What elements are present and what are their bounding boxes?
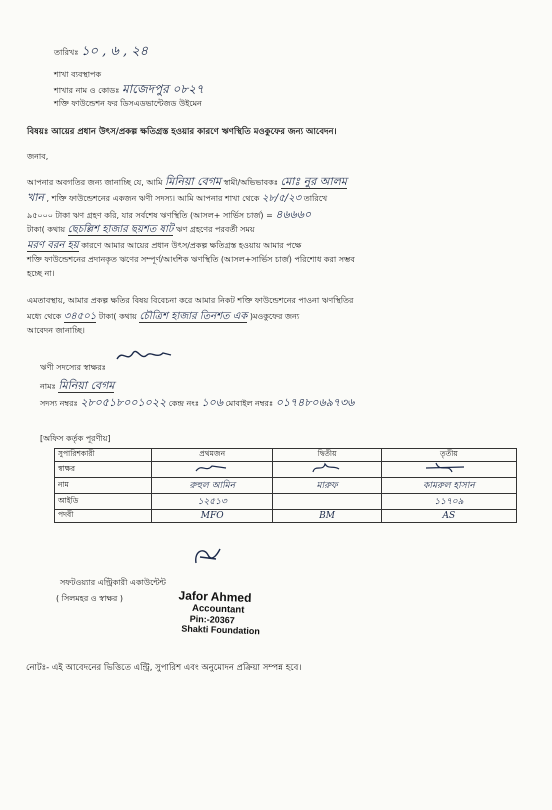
center-no-handwritten: ১০৬ [201, 396, 223, 409]
para1-text-7: ঋণ গ্রহণের পরবর্তী সময় [175, 225, 255, 234]
signature-scribble [307, 462, 347, 474]
branch-label: শাখার নাম ও কোডঃ [54, 86, 120, 95]
row-label: আইডি [55, 494, 152, 510]
para1-line4 [27, 222, 255, 239]
table-row [55, 449, 517, 462]
member-signature [113, 345, 177, 367]
date-value: ১০ , ৬ , ২৪ [81, 44, 149, 59]
signature-name-handwritten: মিনিয়া বেগম [58, 379, 115, 392]
office-header: সুপারিশকারী [55, 449, 152, 462]
salutation: জনাব, [27, 152, 49, 161]
center-label: কেন্দ্র নংঃ [168, 399, 199, 408]
signature-scribble [192, 462, 232, 474]
date-line [54, 42, 148, 63]
accountant-stamp [177, 588, 271, 636]
para2-text-2: মধ্যে থেকে [27, 312, 62, 321]
balance-amount-handwritten: ৪৬৬৬০ [275, 208, 312, 221]
row-label: স্বাক্ষর [55, 462, 152, 478]
accountant-signature [190, 545, 224, 569]
table-row [55, 510, 517, 523]
member-sign-label: ঋণী সদস্যের স্বাক্ষরঃ [40, 363, 106, 372]
office-cell: রুহুল আমিন [152, 478, 273, 494]
row-label: নাম [55, 478, 152, 494]
amount-printed: ৯৫০০০ [27, 211, 53, 220]
office-header: তৃতীয় [381, 449, 516, 462]
accountant-sub: ( সিলমহর ও স্বাক্ষর ) [56, 594, 123, 603]
member-details-line [40, 394, 354, 413]
stamp-name: Jafor Ahmed [178, 588, 252, 605]
subject-text: আয়ের প্রধান উৎস/প্রকল্প ক্ষতিগ্রস্ত হওয়ার কারণে ঋণস্থিতি মওকুফের জন্য আবেদন। [51, 127, 337, 137]
manager-line: শাখা ব্যবস্থাপক [54, 70, 102, 79]
signature-cell [381, 462, 516, 478]
para2-text-4: )মওকুফের জন্য [249, 312, 300, 321]
para1-line5 [27, 238, 301, 255]
para1-line7: হচ্ছে না। [27, 269, 55, 278]
cause-handwritten: মরণ বরন হয় [27, 240, 79, 251]
para1-text-8: কারণে আমার আয়ের প্রধান উৎস/প্রকল্প ক্ষতিগ্রস্ত হওয়ায় আমার পক্ষে [81, 241, 302, 250]
table-row [55, 494, 517, 510]
guardian-name-2-handwritten: খান [27, 191, 44, 204]
table-row [55, 462, 517, 478]
accountant-role: সফটওয়্যার এন্ট্রিকারী একাউন্টেন্ট [60, 578, 166, 587]
signature-cell [152, 462, 273, 478]
row-label: পদবী [55, 510, 152, 523]
office-cell [273, 494, 381, 510]
amount-words-handwritten: ছেচল্লিশ হাজার ছয়শত ষাট [67, 224, 174, 235]
para2-line1: এমতাবস্থায়, আমার প্রকল্প ক্ষতির বিষয় বিবেচনা করে আমার নিকট শক্তি ফাউন্ডেশনের পাওনা ঋণস্থিতির [27, 296, 354, 305]
loan-date-handwritten: ২৮/৫/২৩ [261, 193, 302, 204]
signature-scribble [424, 462, 474, 474]
name-label: নামঃ [40, 382, 56, 391]
guardian-name-handwritten: মোঃ নুর আলম [280, 175, 347, 188]
footer-note: নোটঃ- এই আবেদনের ভিত্তিতে এন্ট্রি, সুপারিশ এবং অনুমোদন প্রক্রিয়া সম্পন্ন হবে। [26, 663, 302, 673]
para1-text-2: স্বামী/অভিভাবকঃ [223, 178, 278, 187]
para2-text-3: টাকা( কথায় [98, 312, 137, 321]
subject-label: বিষয়ঃ [27, 127, 49, 137]
table-row [55, 478, 517, 494]
office-cell: মারুফ [273, 478, 381, 494]
office-table [54, 448, 517, 523]
member-no-handwritten: ২৮০৫১৮০০১০২২ [80, 396, 167, 409]
org-line: শক্তি ফাউন্ডেশন ফর ডিসএডভান্টেজড উইমেন [54, 99, 202, 108]
office-label: [অফিস কর্তৃক পূরণীয়] [40, 434, 111, 443]
office-header: দ্বিতীয় [273, 449, 381, 462]
member-no-label: সদস্য নম্বরঃ [40, 399, 78, 408]
office-cell: BM [273, 510, 381, 523]
signature-cell [273, 462, 381, 478]
branch-value: মাজেদপুর ০৮২৭ [121, 82, 204, 96]
office-cell: ১১৭০৯ [381, 494, 516, 510]
para1-text-5: টাকা ঋণ গ্রহণ করি, যার সর্বশেষ ঋণস্থিতি (আসল+ সার্ভিস চার্জ) = [55, 211, 273, 220]
mobile-no-handwritten: ০১৭৪৮০৬৯৭৩৬ [275, 396, 355, 409]
para1-text-3: , শক্তি ফাউন্ডেশনের একজন ঋণী সদস্য। আমি আপনার শাখা থেকে [46, 194, 260, 203]
para1-line6: শক্তি ফাউন্ডেশনের প্রদানকৃত ঋণের সম্পূর্ণ/আংশিক ঋণস্থিতি (আসল+সার্ভিস চার্জ) পরিশোধ করা সম্ভব [27, 255, 355, 264]
office-cell: ১২৫১৩ [152, 494, 273, 510]
para2-line3: আবেদন জানাচ্ছি। [27, 326, 85, 335]
waiver-amount-handwritten: ৩৪৫০১ [63, 311, 97, 322]
para1-text-6: টাকা( কথায় [27, 225, 66, 234]
mobile-label: মোবাইল নম্বরঃ [225, 399, 274, 408]
para1-text-4: তারিখে [303, 194, 328, 203]
member-name-handwritten: মিনিয়া বেগম [164, 175, 222, 188]
para1-text-1: আপনার অবগতির জন্য জানাচ্ছি যে, আমি [27, 178, 163, 187]
stamp-title: Accountant [191, 602, 245, 616]
stamp-pin: Pin:-20367 [189, 613, 235, 626]
office-cell: MFO [152, 510, 273, 523]
office-header: প্রথমজন [152, 449, 273, 462]
para2-line2 [27, 309, 299, 326]
office-cell: AS [381, 510, 516, 523]
stamp-org: Shakti Foundation [181, 623, 261, 637]
date-label: তারিখঃ [54, 48, 79, 57]
subject-line [27, 125, 337, 139]
waiver-words-handwritten: চৌত্রিশ হাজার তিনশত এক [139, 311, 248, 322]
office-cell: কামরুল হাসান [381, 478, 516, 494]
